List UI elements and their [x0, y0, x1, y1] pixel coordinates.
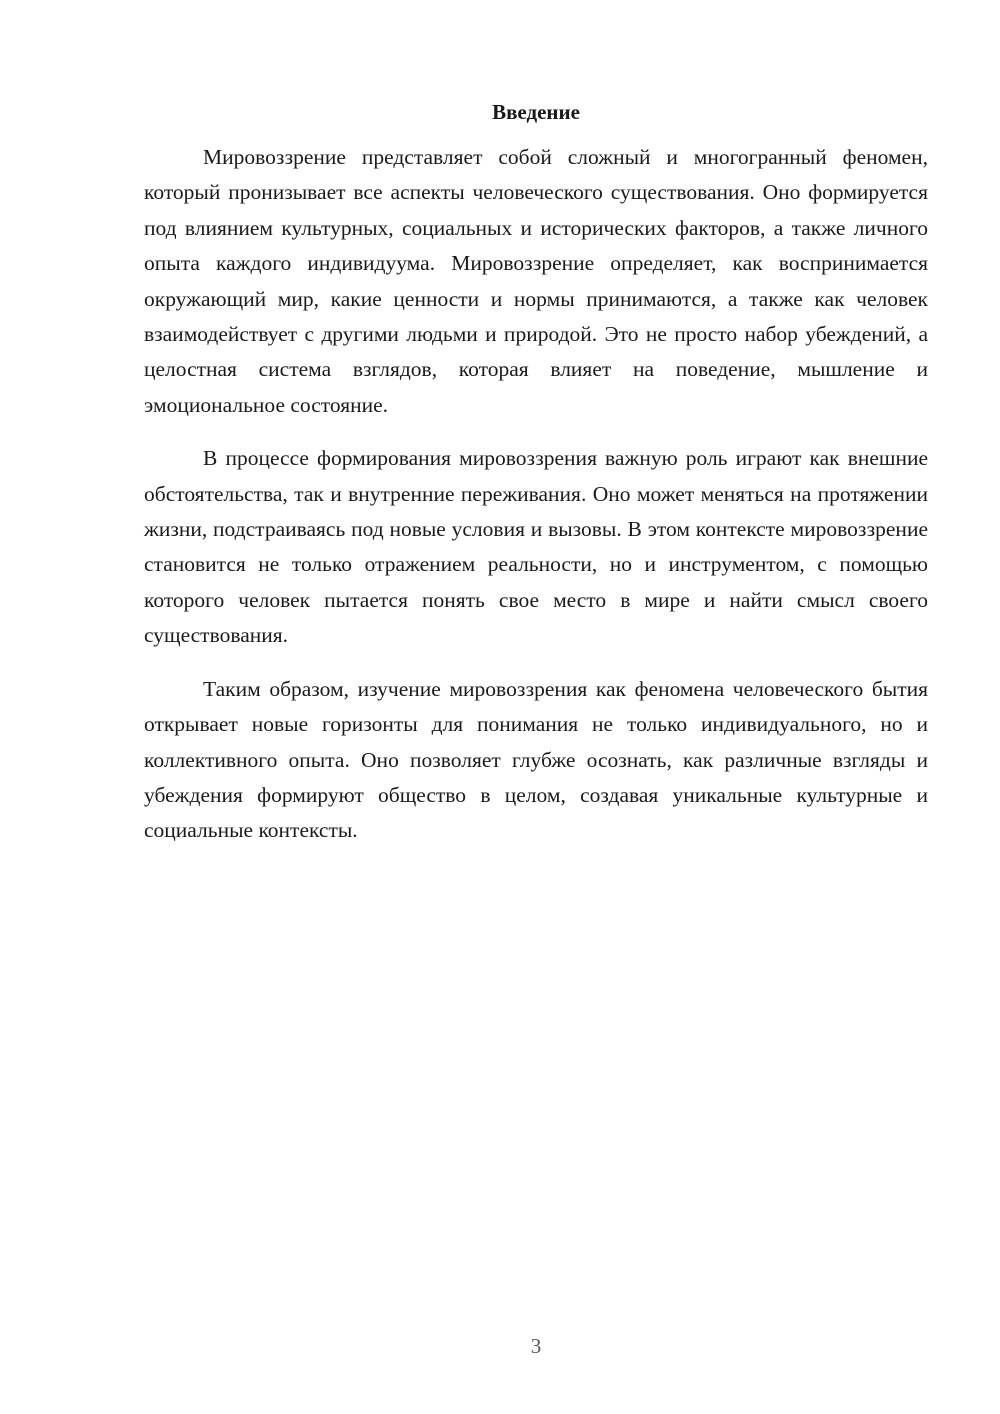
document-body [144, 96, 928, 849]
paragraph-2: В процессе формирования мировоззрения важную роль играют как внешние обстоятельства, так и внутренние переживания. Оно может меняться на протяжении жизни, подстраиваясь под новые условия и вызовы. В этом контексте мировоззрение становится не только отражением реальности, но и инструментом, с помощью которого человек пытается понять свое место в мире и найти смысл своего существования. [144, 446, 928, 648]
paragraph-1: Мировоззрение представляет собой сложный и многогранный феномен, который пронизывает все аспекты человеческого существования. Оно формируется под влиянием культурных, социальных и исторических факторов, а также личного опыта каждого индивидуума. Мировоззрение определяет, как воспринимается окружающий мир, какие ценности и нормы принимаются, а также как человек взаимодействует с другими людьми и природой. Это не просто набор убеждений, а целостная система взглядов, которая влияет на поведение, мышление и эмоциональное состояние. [144, 145, 928, 417]
page-number: 3 [530, 1334, 542, 1358]
section-heading: Введение [492, 100, 580, 124]
paragraph-3: Таким образом, изучение мировоззрения как феномена человеческого бытия открывает новые горизонты для понимания не только индивидуального, но и коллективного опыта. Оно позволяет глубже осознать, как различные взгляды и убеждения формируют общество в целом, создавая уникальные культурные и социальные контексты. [144, 676, 928, 843]
